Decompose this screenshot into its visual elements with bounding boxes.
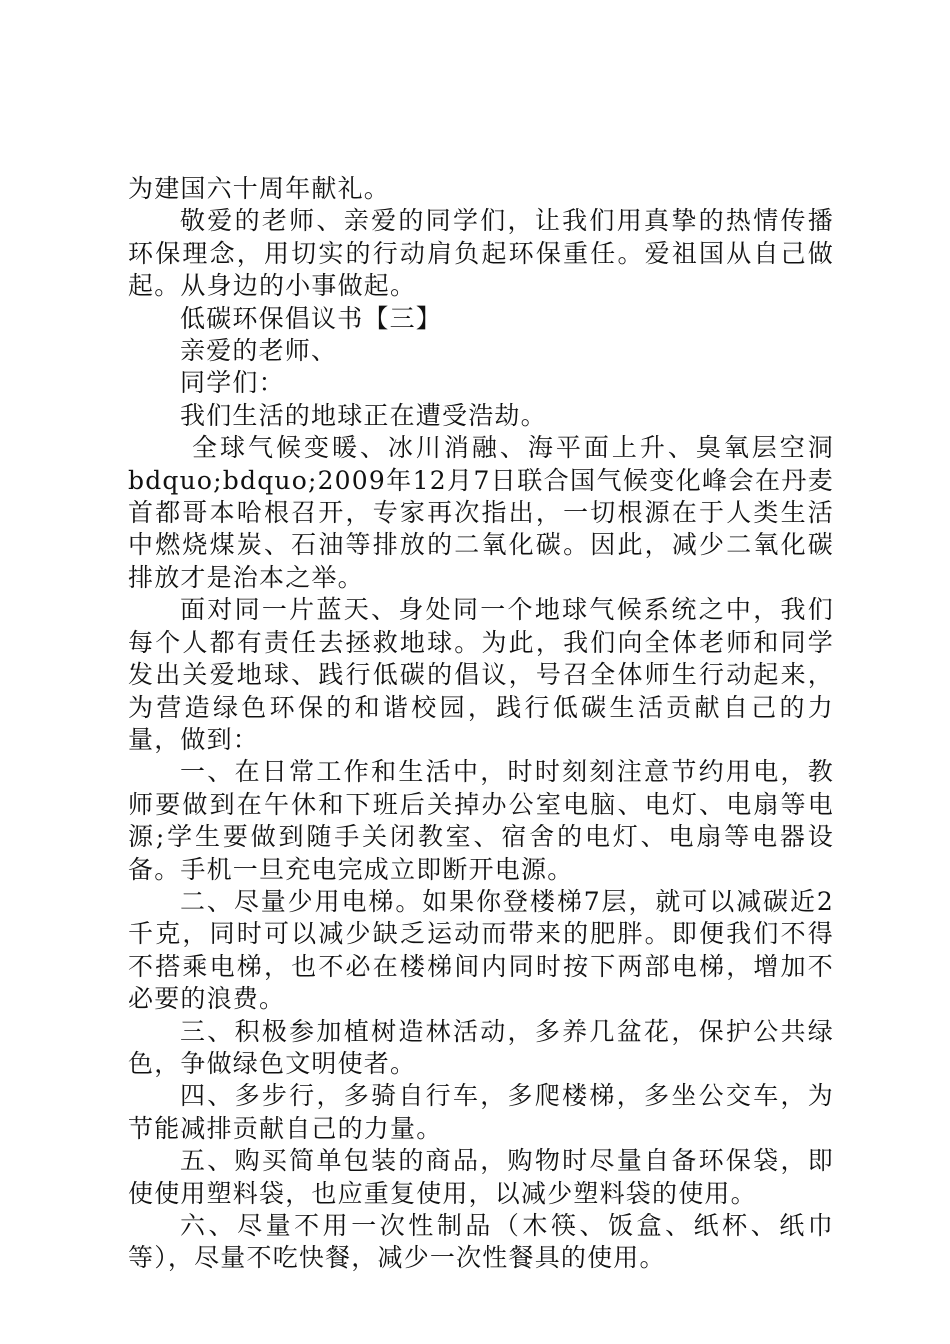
list-item-3: 三、积极参加植树造林活动，多养几盆花，保护公共绿色，争做绿色文明使者。 <box>128 1016 834 1078</box>
document-body <box>128 173 834 1275</box>
salutation-line-2: 同学们： <box>180 368 285 398</box>
list-item-4: 四、多步行，多骑自行车，多爬楼梯，多坐公交车，为节能减排贡献自己的力量。 <box>128 1081 834 1143</box>
paragraph-3: 我们生活的地球正在遭受浩劫。 <box>180 400 547 430</box>
paragraph-1: 为建国六十周年献礼。 <box>128 174 391 203</box>
list-item-1: 一、在日常工作和生活中，时时刻刻注意节约用电，教师要做到在午休和下班后关掉办公室电脑、电灯、电扇等电源;学生要做到随手关闭教室、宿舍的电灯、电扇等电器设备。手机一旦充电完成立即断开电源。 <box>128 757 834 884</box>
paragraph-5: 面对同一片蓝天、身处同一个地球气候系统之中，我们每个人都有责任去拯救地球。为此，我们向全体老师和同学发出关爱地球、践行低碳的倡议，号召全体师生行动起来，为营造绿色环保的和谐校园，践行低碳生活贡献自己的力量，做到： <box>128 595 834 754</box>
paragraph-4: 全球气候变暖、冰川消融、海平面上升、臭氧层空洞bdquo;bdquo;2009年12月7日联合国气候变化峰会在丹麦首都哥本哈根召开，专家再次指出，一切根源在于人类生活中燃烧煤炭、石油等排放的二氧化碳。因此，减少二氧化碳排放才是治本之举。 <box>128 433 834 592</box>
list-item-5: 五、购买简单包装的商品，购物时尽量自备环保袋，即使使用塑料袋，也应重复使用，以减少塑料袋的使用。 <box>128 1146 834 1208</box>
paragraph-2: 敬爱的老师、亲爱的同学们，让我们用真挚的热情传播环保理念，用切实的行动肩负起环保重任。爱祖国从自己做起。从身边的小事做起。 <box>128 206 834 301</box>
list-item-2: 二、尽量少用电梯。如果你登楼梯7层，就可以减碳近2千克，同时可以减少缺乏运动而带来的肥胖。即便我们不得不搭乘电梯，也不必在楼梯间内同时按下两部电梯，增加不必要的浪费。 <box>128 886 834 1014</box>
salutation-line-1: 亲爱的老师、 <box>180 336 338 366</box>
section-title: 低碳环保倡议书【三】 <box>180 303 443 333</box>
list-item-6: 六、尽量不用一次性制品（木筷、饭盒、纸杯、纸巾等），尽量不吃快餐，减少一次性餐具的使用。 <box>128 1211 834 1273</box>
